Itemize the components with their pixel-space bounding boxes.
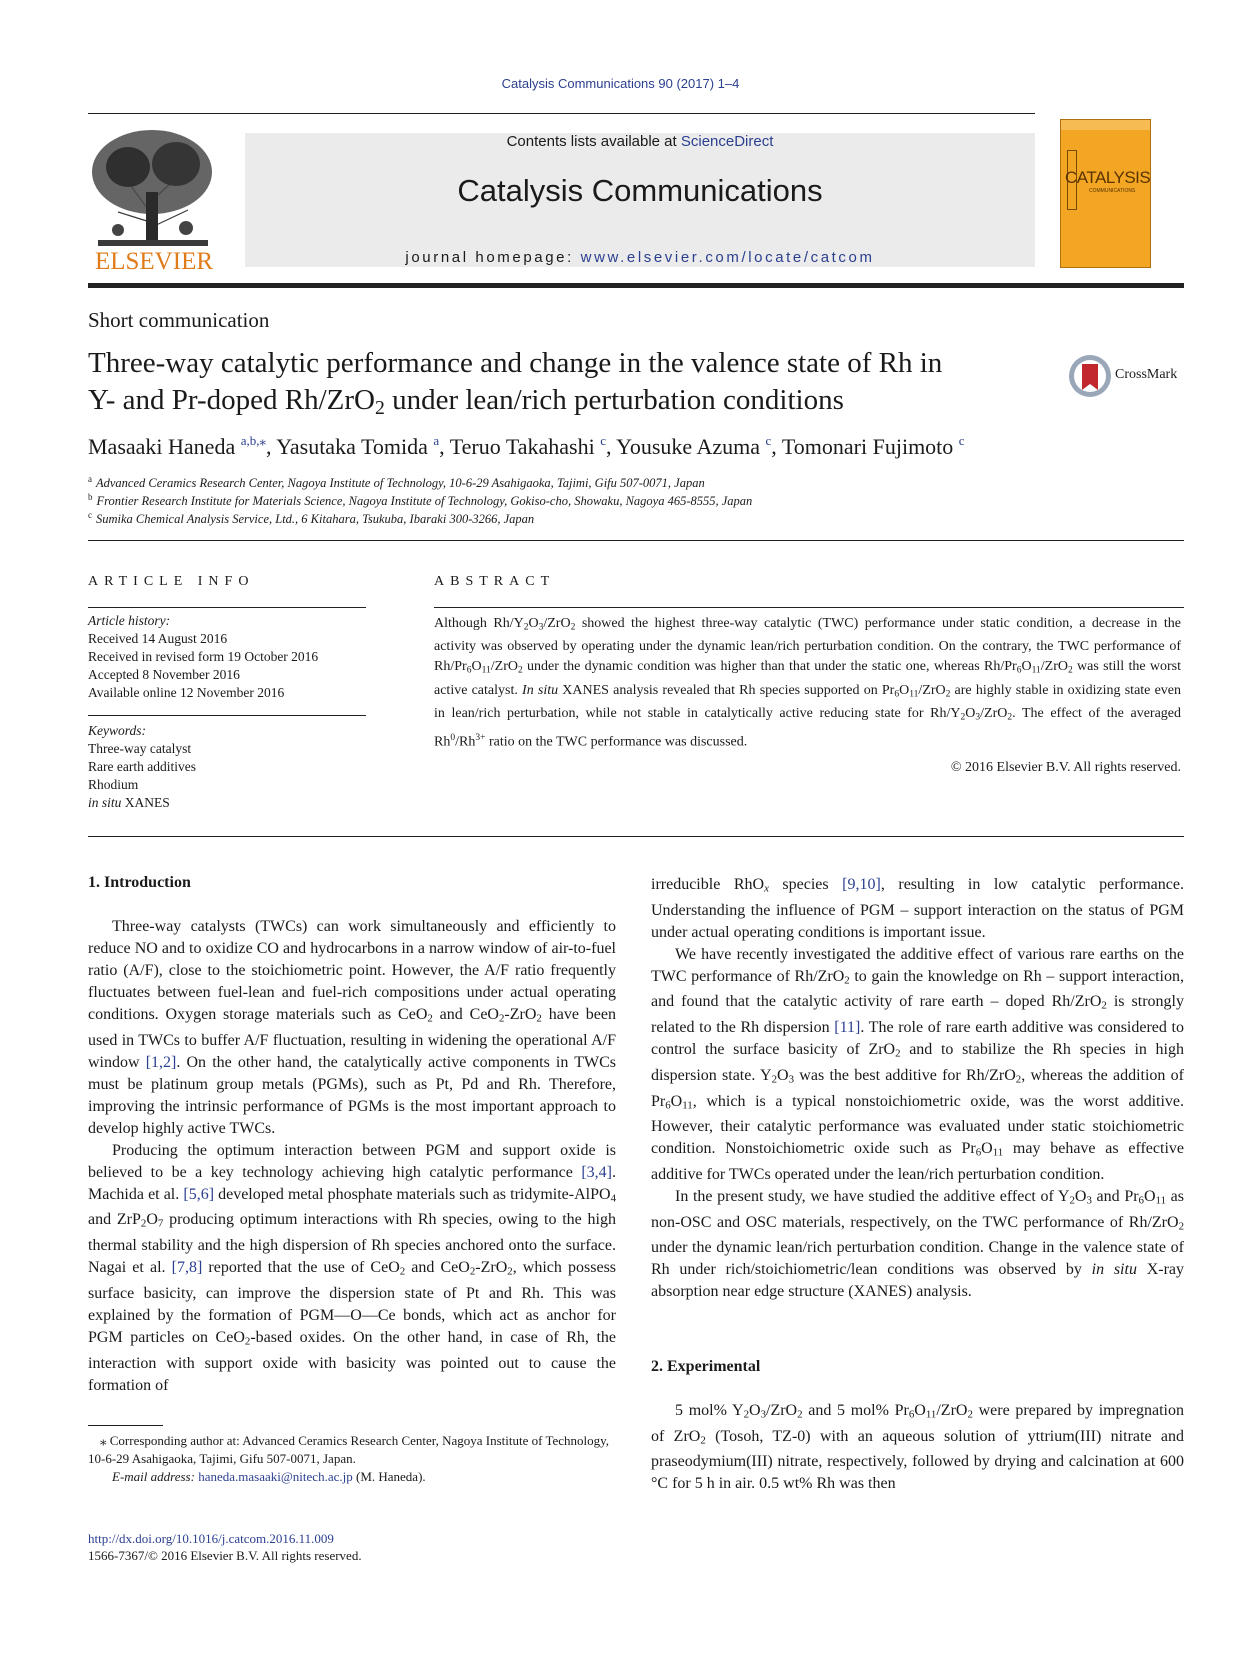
sciencedirect-link[interactable]: ScienceDirect — [680, 133, 774, 150]
article-history — [88, 612, 318, 702]
author[interactable]: Yasutaka Tomida $^a$ — [276, 433, 440, 459]
body-column-left: Three-way catalysts (TWCs) can work simultaneously and efficiently to reduce NO and to oxidize CO and hydrocarbons in a narrow window of air-to-fuel ratio (A/F), close to the stoichiometric point. However, the A/F ratio frequently fluctuates between fuel-lean and fuel-rich compositions under actual operating conditions. Oxygen storage materials such as CeO$_2$ and CeO$_2$-ZrO$_2$ have been used in TWCs to buffer A/F fluctuation, resulting in widening the operational A/F window [1,2]. On the other hand, the catalytically active components in TWCs must be platinum group metals (PGMs), such as Pt, Pd and Rh. Therefore, improving the intrinsic performance of PGMs is the most important approach to develop highly active TWCs. Producing the optimum interaction between PGM and support oxide is believed to be a key technology achieving high catalytic performance [3,4]. Machida et al. [5,6] developed metal phosphate materials such as tridymite-AlPO$_4$ and $ZrP_2O_7$ producing optimum interactions with Rh species, owing to the high thermal stability and the high dispersion of Rh species anchored onto the surface. Nagai et al. [7,8] reported that the use of CeO$_2$ and CeO$_2$-ZrO$_2$, which possess surface basicity, can improve the dispersion state of Pt and Rh. This was explained by the formation of PGM—O—Ce bonds, which act as anchor for PGM particles on CeO$_2$-based oxides. On the other hand, in case of Rh, the interaction with support oxide with basicity was pointed out to cause the formation of — [88, 918, 617, 1394]
journal-title: Catalysis Communications — [457, 173, 823, 208]
article-type: Short communication — [88, 308, 270, 332]
article-info-heading: ARTICLE INFO — [88, 574, 255, 589]
affiliation: $^b$ Frontier Research Institute for Materials Science, Nagoya Institute of Technology, Gokiso-cho, Showaku, Nagoya 465-8555, Japan — [88, 492, 753, 508]
history-item: Available online 12 November 2016 — [88, 685, 285, 700]
contents-line — [245, 133, 1035, 150]
body-top-rule — [88, 836, 1184, 837]
doi-block — [88, 1530, 362, 1564]
history-item: Accepted 8 November 2016 — [88, 667, 240, 682]
title-line-2: Y- and Pr-doped Rh/ZrO$_2$ under lean/rich perturbation conditions — [88, 384, 844, 419]
keywords — [88, 722, 196, 812]
contents-prefix: Contents lists available at — [506, 133, 681, 150]
introduction-heading: 1. Introduction — [88, 874, 191, 891]
keywords-rule — [88, 715, 366, 716]
experimental-heading: 2. Experimental — [651, 1358, 761, 1375]
info-rule — [88, 607, 366, 608]
journal-citation[interactable]: Catalysis Communications 90 (2017) 1–4 — [501, 76, 740, 91]
keyword: Three-way catalyst — [88, 741, 192, 756]
author[interactable]: Masaaki Haneda $^{a,b,⁎}$ — [88, 433, 266, 459]
experimental-text: 5 mol% $Y_2O_3/ZrO_2$ and 5 mol% $Pr_6O_{11}/ZrO_2$ were prepared by impregnation of ZrO$_2$ (Tosoh, TZ-0) with an aqueous solution of yttrium(III) nitrate and praseodymium(III) nitrate, respectively, followed by drying and calcination at 600 °C for 5 h in air. 0.5 wt% Rh was then — [651, 1402, 1185, 1493]
author-list: Masaaki Haneda $^{a,b,⁎}$, Yasutaka Tomida $^a$, Teruo Takahashi $^c$, Yousuke Azuma $^c$, Tomonari Fujimoto $^c$ — [88, 433, 965, 459]
corresponding-author-footnote: ⁎ Corresponding author at: Advanced Ceramics Research Center, Nagoya Institute of Technology, 10-6-29 Asahigaoka, Tajimi, Gifu 507-0071, Japan. E-mail address: haneda.masaaki@nitech.ac.jp (M. Haneda). — [88, 1433, 610, 1484]
history-item: Received 14 August 2016 — [88, 631, 228, 646]
cover-band — [1061, 120, 1151, 130]
paper-title — [88, 345, 1048, 427]
body-column-right: irreducible RhO$_x$ species [9,10], resulting in low catalytic performance. Understanding the influence of PGM – support interaction on the status of PGM under actual operating conditions is important issue. We have recently investigated the additive effect of various rare earths on the TWC performance of Rh/ZrO$_2$ to gain the knowledge on Rh – support interaction, and found that the catalytic activity of rare earth – doped Rh/ZrO$_2$ is strongly related to the Rh dispersion [11]. The role of rare earth additive was considered to control the surface basicity of ZrO$_2$ and to stabilize the Rh species in high dispersion state. $Y_2O_3$ was the best additive for Rh/ZrO$_2$, whereas the addition of $Pr_6O_{11}$, which is a typical nonstoichiometric oxide, was the worst additive. However, their catalytic performance was evaluated under static stoichiometric condition. Nonstoichiometric oxide such as $Pr_6O_{11}$ may behave as effective additive for TWCs operated under the lean/rich perturbation condition. In the present study, we have studied the additive effect of $Y_2O_3$ and $Pr_6O_{11}$ as non-OSC and OSC materials, respectively, on the TWC performance of Rh/ZrO$_2$ under the dynamic lean/rich perturbation condition. Change in the valence state of Rh under rich/stoichiometric/lean conditions was observed by in situ X-ray absorption near edge structure (XANES) analysis. — [651, 876, 1185, 1301]
homepage-line — [245, 249, 1035, 266]
author[interactable]: Teruo Takahashi $^c$ — [449, 433, 606, 459]
homepage-prefix: journal homepage: — [405, 249, 581, 266]
keywords-label: Keywords: — [88, 723, 146, 738]
abstract-rule — [434, 607, 1184, 608]
author[interactable]: Tomonari Fujimoto $^c$ — [781, 433, 965, 459]
affiliation-rule — [88, 540, 1184, 541]
affiliation: $^c$ Sumika Chemical Analysis Service, Ltd., 6 Kitahara, Tsukuba, Ibaraki 300-3266, Japan — [88, 510, 535, 526]
publisher-wordmark: ELSEVIER — [94, 248, 214, 275]
keyword: Rhodium — [88, 777, 139, 792]
abstract-text: Although $Rh/Y_2O_3/ZrO_2$ showed the highest three-way catalytic (TWC) performance under static condition, a decrease in the activity was observed by operating under the dynamic lean/rich perturbation condition. On the contrary, the TWC performance of $Rh/Pr_6O_{11}/ZrO_2$ under the dynamic condition was higher than that under the static one, whereas $Rh/Pr_6O_{11}/ZrO_2$ was still the worst active catalyst. In situ XANES analysis revealed that Rh species supported on $Pr_6O_{11}/ZrO_2$ are highly stable in oxidizing state even in lean/rich perturbation, while not stable in catalytically active reducing state for $Rh/Y_2O_3/ZrO_2$. The effect of the averaged $Rh^0/Rh^{3+}$ ratio on the TWC performance was discussed. — [434, 616, 1182, 750]
crossmark-label: CrossMark — [1115, 367, 1178, 382]
author-email-link[interactable]: haneda.masaaki@nitech.ac.jp — [198, 1469, 353, 1484]
crossmark-icon — [1068, 354, 1112, 398]
author[interactable]: Yousuke Azuma $^c$ — [616, 433, 772, 459]
cover-subtitle: COMMUNICATIONS — [1089, 188, 1136, 194]
header-top-rule — [88, 113, 1035, 114]
footnote-rule — [88, 1425, 163, 1426]
title-line-1: Three-way catalytic performance and change in the valence state of Rh in — [88, 347, 943, 379]
keyword: in situ XANES — [88, 795, 170, 810]
doi-link[interactable]: http://dx.doi.org/10.1016/j.catcom.2016.11.009 — [88, 1531, 334, 1546]
header-thick-rule — [88, 283, 1184, 288]
abstract-copyright: © 2016 Elsevier B.V. All rights reserved. — [950, 760, 1181, 775]
crossmark-badge[interactable] — [1068, 354, 1198, 398]
history-item: Received in revised form 19 October 2016 — [88, 649, 319, 664]
abstract-heading: ABSTRACT — [434, 574, 556, 589]
issn-line: 1566-7367/© 2016 Elsevier B.V. All rights reserved. — [88, 1548, 362, 1563]
homepage-link[interactable]: www.elsevier.com/locate/catcom — [580, 249, 875, 266]
keyword: Rare earth additives — [88, 759, 196, 774]
affiliation: $^a$ Advanced Ceramics Research Center, Nagoya Institute of Technology, 10-6-29 Asahigaoka, Tajimi, Gifu 507-0071, Japan — [88, 474, 705, 490]
history-label: Article history: — [88, 613, 171, 628]
journal-cover[interactable] — [1060, 119, 1151, 268]
cover-title: CATALYSIS — [1065, 168, 1151, 187]
